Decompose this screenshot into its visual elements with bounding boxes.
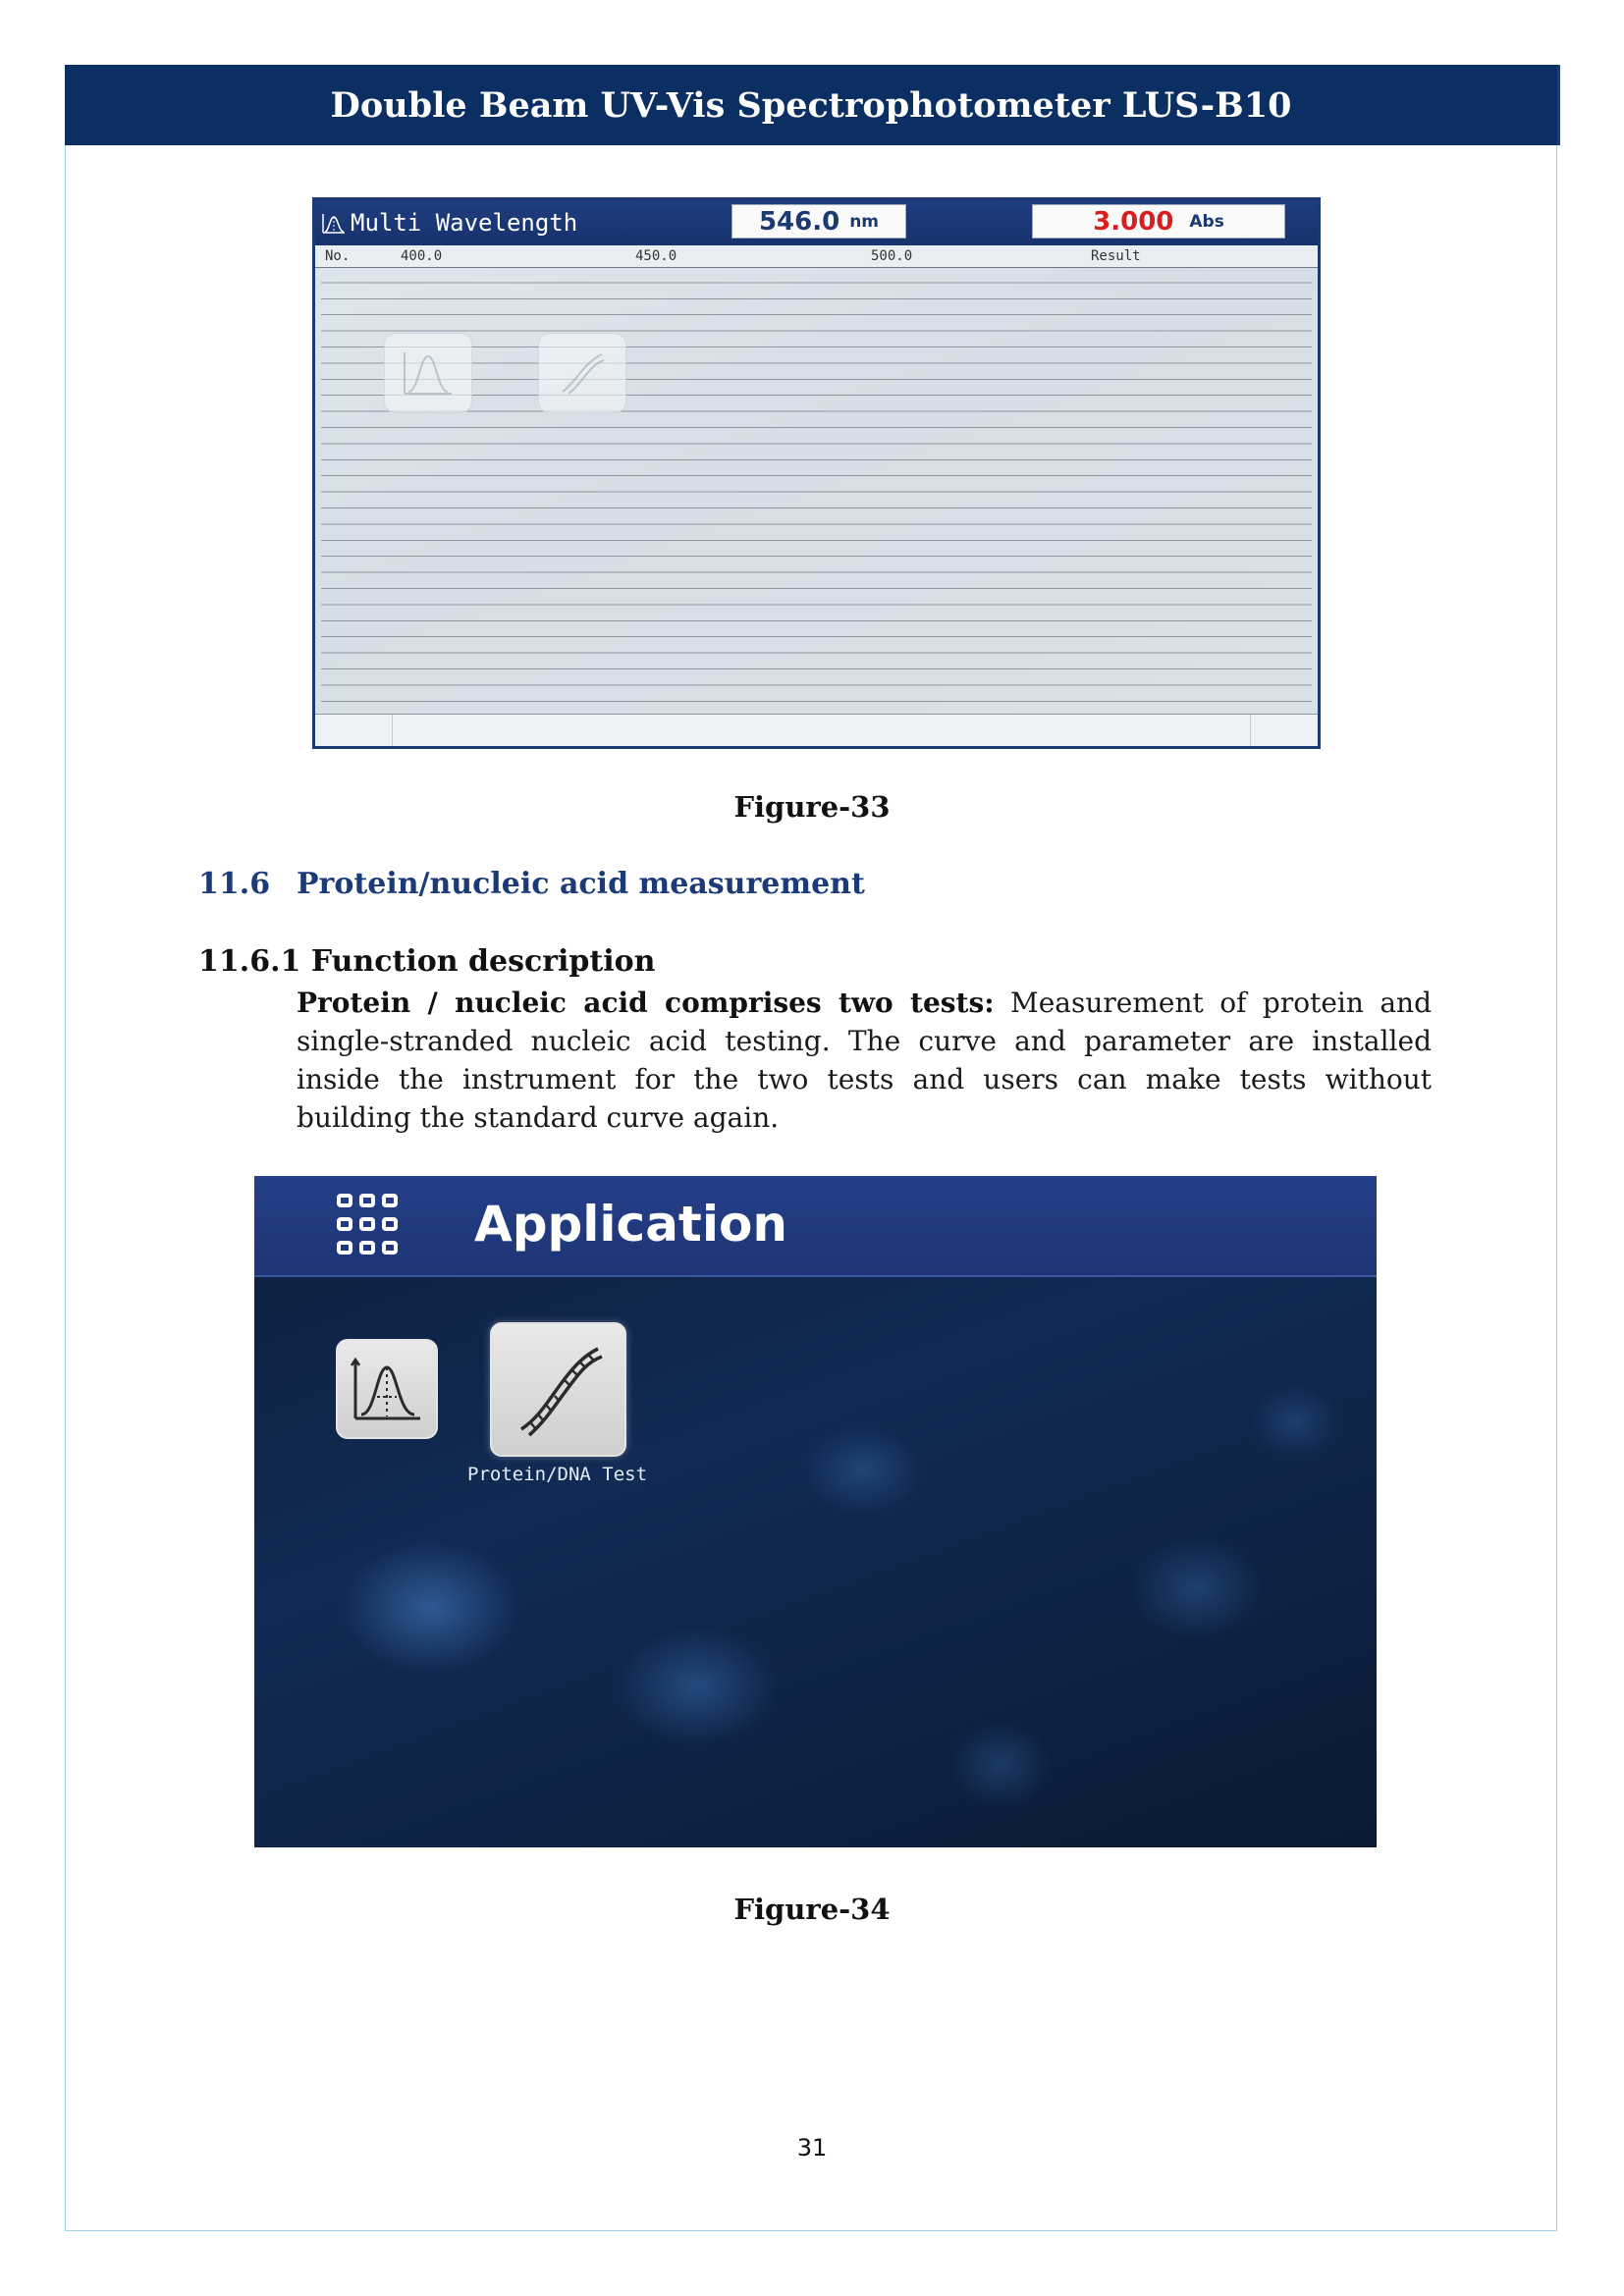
screen-title bbox=[321, 207, 577, 239]
subsection-heading: 11.6.1 Function description bbox=[198, 944, 656, 979]
section-title: Protein/nucleic acid measurement bbox=[297, 867, 865, 901]
section-heading bbox=[198, 867, 865, 906]
absorbance-display bbox=[1032, 204, 1285, 239]
paragraph-body: Measurement of protein and single-stranded nucleic acid testing. The curve and parameter are installed inside the instrument for the two tests and users can make tests without building the standard curve again. bbox=[297, 987, 1432, 1134]
page-number: 31 bbox=[796, 2134, 828, 2162]
grid-menu-icon[interactable] bbox=[336, 1193, 399, 1255]
document-header bbox=[65, 65, 1557, 145]
paragraph-lead: Protein / nucleic acid comprises two tests: bbox=[297, 987, 995, 1019]
multi-wavelength-screen bbox=[312, 197, 1321, 749]
column-header-450: 450.0 bbox=[635, 248, 677, 264]
peak-icon bbox=[321, 211, 347, 235]
absorbance-unit: Abs bbox=[1189, 211, 1224, 232]
status-bar bbox=[315, 714, 1318, 746]
application-header bbox=[254, 1176, 1377, 1277]
curve-test-tile[interactable] bbox=[336, 1339, 438, 1439]
body-paragraph bbox=[297, 984, 1432, 1137]
column-header-400: 400.0 bbox=[401, 248, 443, 264]
application-screen bbox=[254, 1176, 1377, 1847]
section-number: 11.6 bbox=[198, 867, 271, 901]
wavelength-value: 546.0 bbox=[758, 206, 840, 237]
bell-curve-icon bbox=[350, 1354, 424, 1424]
wavelength-display bbox=[731, 204, 906, 239]
application-title: Application bbox=[474, 1196, 787, 1253]
dna-helix-icon bbox=[538, 333, 626, 413]
table-header bbox=[315, 245, 1318, 268]
document-title: Double Beam UV-Vis Spectrophotometer LUS-B10 bbox=[330, 84, 1292, 126]
absorbance-value: 3.000 bbox=[1093, 206, 1174, 237]
table-rows bbox=[321, 267, 1312, 714]
bell-curve-icon bbox=[384, 333, 472, 413]
figure-34-caption: Figure-34 bbox=[733, 1893, 891, 1926]
wavelength-unit: nm bbox=[849, 211, 880, 232]
protein-dna-test-label: Protein/DNA Test bbox=[467, 1464, 648, 1485]
column-header-no: No. bbox=[325, 248, 351, 264]
column-header-500: 500.0 bbox=[871, 248, 913, 264]
column-header-result: Result bbox=[1091, 248, 1141, 264]
figure-33-caption: Figure-33 bbox=[733, 790, 891, 824]
screen-title-text: Multi Wavelength bbox=[351, 209, 578, 237]
dna-helix-icon bbox=[510, 1341, 608, 1439]
protein-dna-test-tile[interactable] bbox=[490, 1322, 626, 1457]
screen-title-bar bbox=[315, 200, 1318, 245]
